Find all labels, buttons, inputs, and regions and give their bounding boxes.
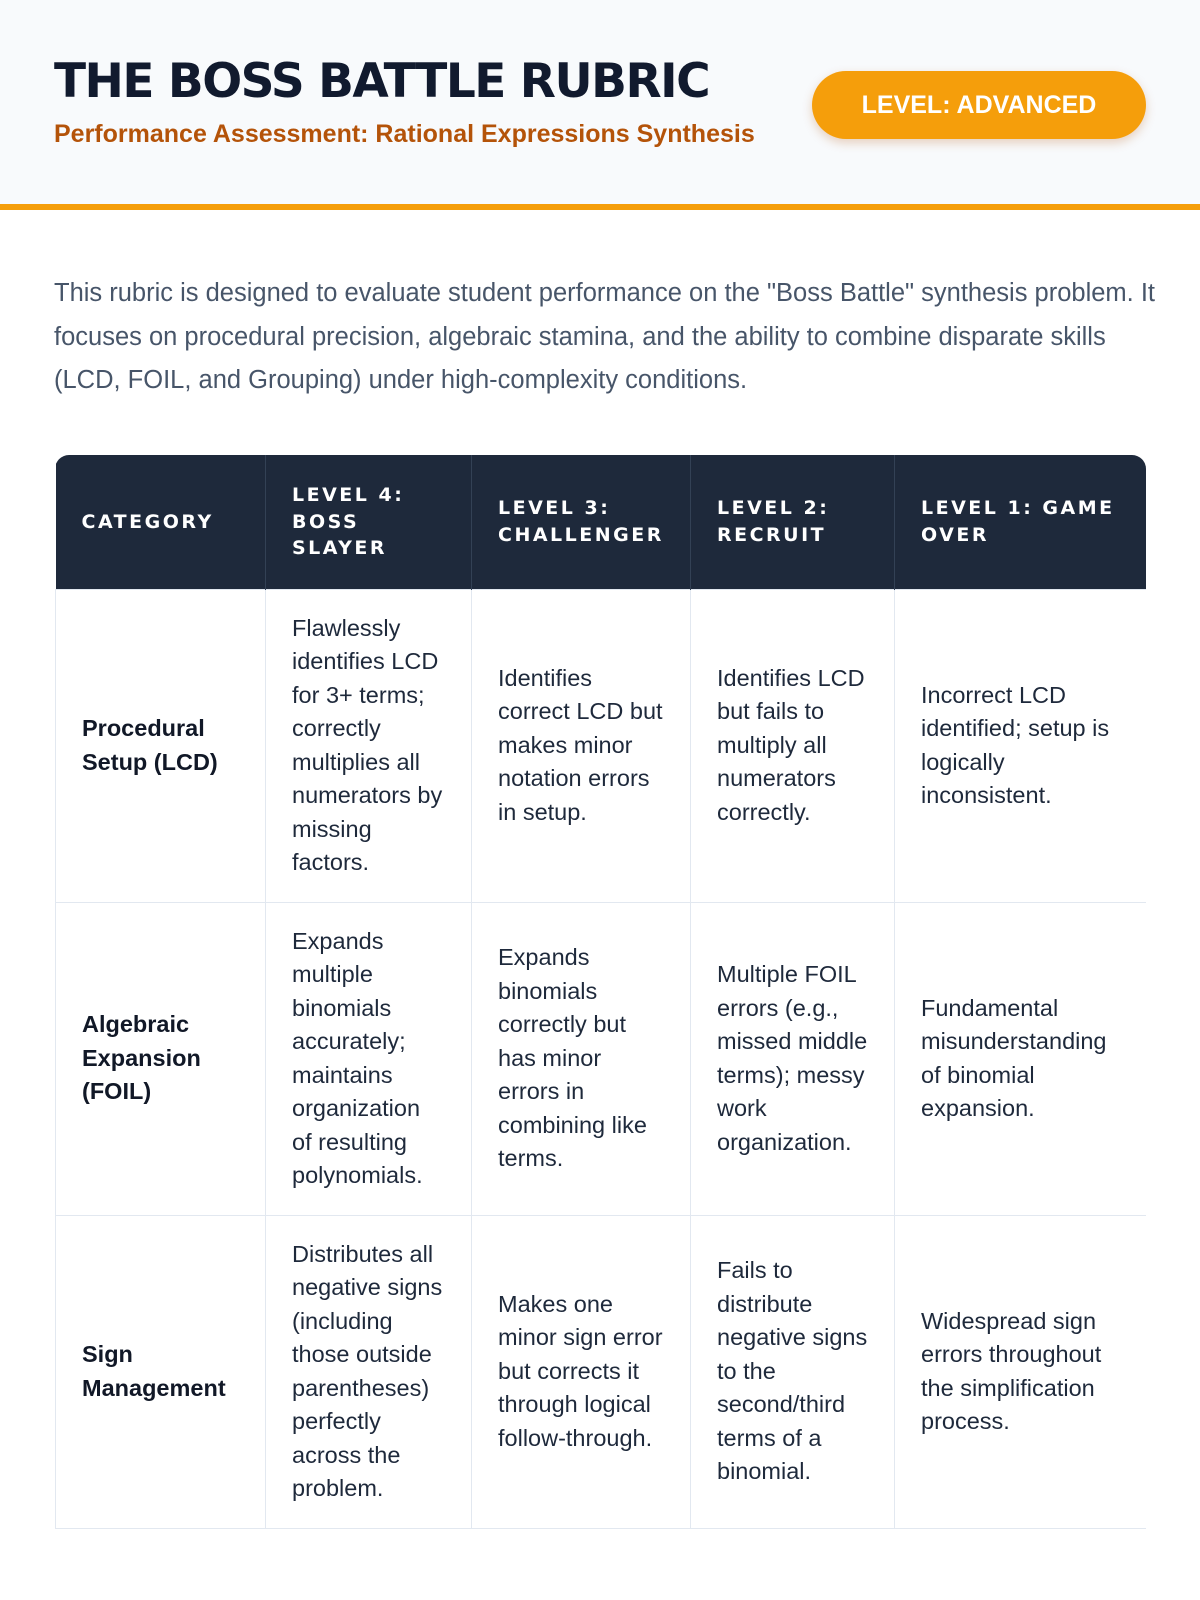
- level-2-cell: Fails to distribute negative signs to the second/third terms of a binomial.: [691, 1215, 895, 1528]
- level-1-cell: Fundamental misunderstanding of binomial expansion.: [895, 902, 1147, 1215]
- table-header-row: [56, 455, 1147, 589]
- table-row: [56, 589, 1147, 902]
- column-header-level-2: LEVEL 2: RECRUIT: [691, 455, 895, 589]
- level-badge: LEVEL: ADVANCED: [812, 71, 1146, 139]
- level-3-cell: Identifies correct LCD but makes minor notation errors in setup.: [472, 589, 691, 902]
- category-cell: Algebraic Expansion (FOIL): [56, 902, 266, 1215]
- level-4-cell: Distributes all negative signs (including those outside parentheses) perfectly across the problem.: [266, 1215, 472, 1528]
- column-header-level-4: LEVEL 4: BOSS SLAYER: [266, 455, 472, 589]
- level-2-cell: Identifies LCD but fails to multiply all numerators correctly.: [691, 589, 895, 902]
- column-header-category: CATEGORY: [56, 455, 266, 589]
- column-header-level-3: LEVEL 3: CHALLENGER: [472, 455, 691, 589]
- level-3-cell: Expands binomials correctly but has minor errors in combining like terms.: [472, 902, 691, 1215]
- page-subtitle: Performance Assessment: Rational Expressions Synthesis: [54, 120, 755, 148]
- header: [0, 0, 1200, 210]
- rubric-table: [55, 455, 1146, 1529]
- page-title: THE BOSS BATTLE RUBRIC: [54, 54, 710, 109]
- level-1-cell: Incorrect LCD identified; setup is logically inconsistent.: [895, 589, 1147, 902]
- category-cell: Procedural Setup (LCD): [56, 589, 266, 902]
- level-4-cell: Flawlessly identifies LCD for 3+ terms; correctly multiplies all numerators by missing factors.: [266, 589, 472, 902]
- intro-paragraph: This rubric is designed to evaluate student performance on the "Boss Battle" synthesis problem. It focuses on procedural precision, algebraic stamina, and the ability to combine disparate skills (LCD, FOIL, and Grouping) under high-complexity conditions.: [54, 279, 1156, 394]
- level-1-cell: Widespread sign errors throughout the simplification process.: [895, 1215, 1147, 1528]
- table-row: [56, 902, 1147, 1215]
- table-row: [56, 1215, 1147, 1528]
- column-header-level-1: LEVEL 1: GAME OVER: [895, 455, 1147, 589]
- level-3-cell: Makes one minor sign error but corrects it through logical follow-through.: [472, 1215, 691, 1528]
- rubric-table-container: [55, 455, 1146, 1529]
- level-2-cell: Multiple FOIL errors (e.g., missed middle terms); messy work organization.: [691, 902, 895, 1215]
- level-4-cell: Expands multiple binomials accurately; maintains organization of resulting polynomials.: [266, 902, 472, 1215]
- category-cell: Sign Management: [56, 1215, 266, 1528]
